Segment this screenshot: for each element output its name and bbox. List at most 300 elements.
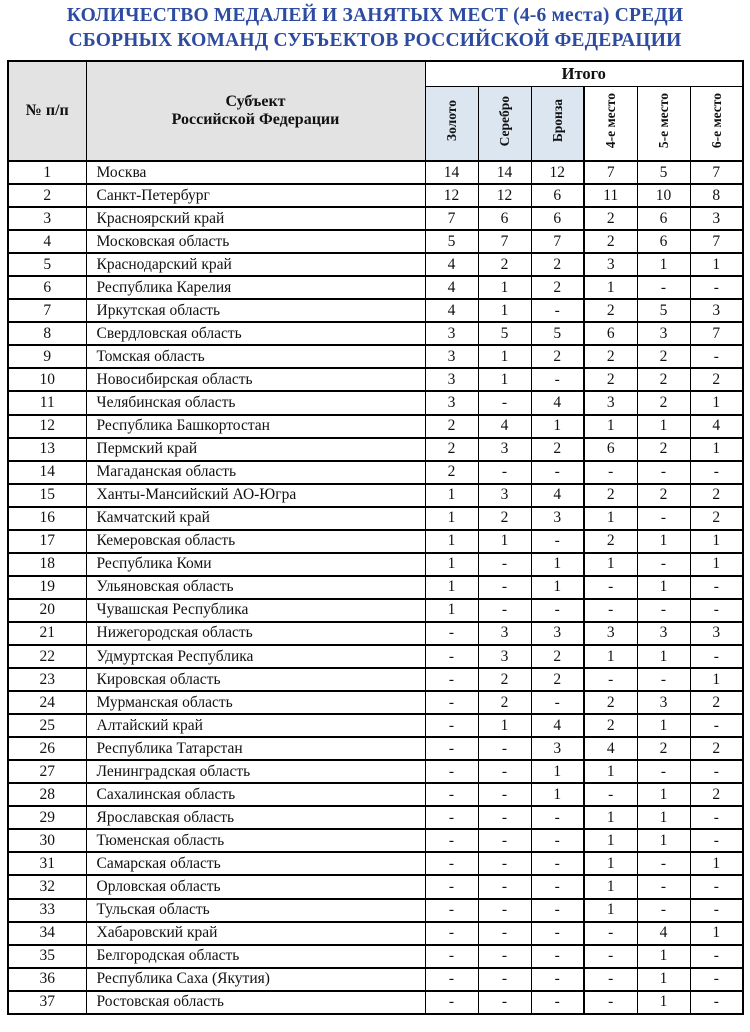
value-cell: 1 xyxy=(584,645,637,668)
header-col-place6 xyxy=(690,87,743,162)
subject-cell: Алтайский край xyxy=(86,714,425,737)
value-cell: 14 xyxy=(478,161,531,184)
value-cell: 7 xyxy=(690,322,743,345)
value-cell: 2 xyxy=(531,276,584,299)
value-cell: 5 xyxy=(478,322,531,345)
value-cell: - xyxy=(637,553,690,576)
table-row xyxy=(8,829,743,852)
value-cell: 7 xyxy=(690,161,743,184)
value-cell: - xyxy=(478,922,531,945)
value-cell: - xyxy=(478,576,531,599)
value-cell: 1 xyxy=(637,783,690,806)
row-number-cell: 5 xyxy=(8,253,86,276)
value-cell: 2 xyxy=(478,507,531,530)
value-cell: 4 xyxy=(531,391,584,414)
value-cell: - xyxy=(584,576,637,599)
value-cell: 4 xyxy=(531,714,584,737)
value-cell: - xyxy=(425,852,478,875)
value-cell: 2 xyxy=(690,737,743,760)
table-row xyxy=(8,737,743,760)
value-cell: - xyxy=(637,760,690,783)
subject-cell: Ульяновская область xyxy=(86,576,425,599)
value-cell: - xyxy=(584,599,637,622)
value-cell: 1 xyxy=(478,530,531,553)
table-row xyxy=(8,968,743,991)
header-col-gold xyxy=(425,87,478,162)
header-col-place4-label: 4-е место xyxy=(603,93,618,149)
value-cell: - xyxy=(531,599,584,622)
value-cell: - xyxy=(637,875,690,898)
value-cell: - xyxy=(690,806,743,829)
subject-cell: Томская область xyxy=(86,345,425,368)
row-number-cell: 33 xyxy=(8,899,86,922)
value-cell: 3 xyxy=(690,622,743,645)
value-cell: - xyxy=(531,829,584,852)
value-cell: 2 xyxy=(637,737,690,760)
value-cell: - xyxy=(690,991,743,1014)
value-cell: 1 xyxy=(637,530,690,553)
subject-cell: Республика Коми xyxy=(86,553,425,576)
value-cell: 6 xyxy=(637,207,690,230)
value-cell: - xyxy=(425,691,478,714)
value-cell: 1 xyxy=(637,991,690,1014)
value-cell: 3 xyxy=(425,345,478,368)
value-cell: 7 xyxy=(425,207,478,230)
value-cell: 1 xyxy=(690,553,743,576)
page-title-line2: СБОРНЫХ КОМАНД СУБЪЕКТОВ РОССИЙСКОЙ ФЕДЕРАЦИИ xyxy=(68,30,682,51)
value-cell: - xyxy=(478,806,531,829)
row-number-cell: 22 xyxy=(8,645,86,668)
value-cell: 2 xyxy=(584,299,637,322)
subject-cell: Московская область xyxy=(86,230,425,253)
value-cell: 1 xyxy=(690,253,743,276)
header-col-bronze-label: Бронза xyxy=(549,99,565,143)
value-cell: 3 xyxy=(584,253,637,276)
value-cell: 2 xyxy=(637,484,690,507)
value-cell: 5 xyxy=(531,322,584,345)
row-number-cell: 12 xyxy=(8,415,86,438)
value-cell: - xyxy=(690,875,743,898)
value-cell: - xyxy=(478,783,531,806)
value-cell: - xyxy=(425,645,478,668)
row-number-cell: 28 xyxy=(8,783,86,806)
page-title xyxy=(0,3,750,53)
value-cell: 12 xyxy=(425,184,478,207)
value-cell: 2 xyxy=(531,345,584,368)
value-cell: 1 xyxy=(425,530,478,553)
value-cell: 3 xyxy=(531,507,584,530)
row-number-cell: 30 xyxy=(8,829,86,852)
subject-cell: Москва xyxy=(86,161,425,184)
subject-cell: Удмуртская Республика xyxy=(86,645,425,668)
value-cell: 12 xyxy=(478,184,531,207)
header-col-place6-label: 6-е место xyxy=(708,93,724,149)
table-row xyxy=(8,345,743,368)
value-cell: 4 xyxy=(425,276,478,299)
value-cell: 2 xyxy=(690,507,743,530)
value-cell: - xyxy=(690,461,743,484)
value-cell: - xyxy=(531,691,584,714)
value-cell: 3 xyxy=(637,322,690,345)
table-row xyxy=(8,922,743,945)
value-cell: 2 xyxy=(478,253,531,276)
value-cell: - xyxy=(425,760,478,783)
row-number-cell: 9 xyxy=(8,345,86,368)
value-cell: 2 xyxy=(584,207,637,230)
value-cell: - xyxy=(425,737,478,760)
table-row xyxy=(8,899,743,922)
value-cell: 2 xyxy=(690,691,743,714)
value-cell: 3 xyxy=(584,391,637,414)
row-number-cell: 32 xyxy=(8,875,86,898)
value-cell: - xyxy=(690,576,743,599)
value-cell: - xyxy=(531,875,584,898)
value-cell: - xyxy=(478,553,531,576)
value-cell: 3 xyxy=(425,368,478,391)
row-number-cell: 35 xyxy=(8,945,86,968)
value-cell: 1 xyxy=(637,415,690,438)
subject-cell: Республика Татарстан xyxy=(86,737,425,760)
subject-cell: Ярославская область xyxy=(86,806,425,829)
table-row xyxy=(8,714,743,737)
value-cell: - xyxy=(425,829,478,852)
row-number-cell: 20 xyxy=(8,599,86,622)
value-cell: - xyxy=(690,945,743,968)
value-cell: 6 xyxy=(478,207,531,230)
value-cell: 1 xyxy=(531,783,584,806)
value-cell: 2 xyxy=(584,714,637,737)
value-cell: 2 xyxy=(690,783,743,806)
subject-cell: Кемеровская область xyxy=(86,530,425,553)
row-number-cell: 8 xyxy=(8,322,86,345)
value-cell: 1 xyxy=(637,714,690,737)
table-row xyxy=(8,322,743,345)
value-cell: - xyxy=(478,737,531,760)
value-cell: - xyxy=(425,991,478,1014)
value-cell: 1 xyxy=(690,391,743,414)
table-row xyxy=(8,945,743,968)
row-number-cell: 21 xyxy=(8,622,86,645)
table-row xyxy=(8,760,743,783)
value-cell: 1 xyxy=(478,368,531,391)
row-number-cell: 25 xyxy=(8,714,86,737)
table-row xyxy=(8,852,743,875)
value-cell: 2 xyxy=(584,691,637,714)
value-cell: - xyxy=(637,507,690,530)
value-cell: 1 xyxy=(531,760,584,783)
value-cell: 10 xyxy=(637,184,690,207)
table-row xyxy=(8,576,743,599)
row-number-cell: 2 xyxy=(8,184,86,207)
value-cell: - xyxy=(690,760,743,783)
header-col-gold-label: Золото xyxy=(443,100,459,142)
subject-cell: Свердловская область xyxy=(86,322,425,345)
header-col-bronze xyxy=(531,87,584,162)
table-row xyxy=(8,415,743,438)
header-subject-line2: Российской Федерации xyxy=(171,111,340,128)
value-cell: 1 xyxy=(425,553,478,576)
value-cell: - xyxy=(690,645,743,668)
value-cell: 3 xyxy=(478,622,531,645)
header-subject-line1: Субъект xyxy=(225,93,286,110)
header-num: № п/п xyxy=(8,61,86,161)
subject-cell: Мурманская область xyxy=(86,691,425,714)
value-cell: 4 xyxy=(425,299,478,322)
value-cell: 3 xyxy=(637,622,690,645)
value-cell: - xyxy=(478,461,531,484)
value-cell: 2 xyxy=(637,368,690,391)
table-row xyxy=(8,553,743,576)
value-cell: - xyxy=(531,899,584,922)
value-cell: 1 xyxy=(637,576,690,599)
value-cell: - xyxy=(531,461,584,484)
value-cell: - xyxy=(531,991,584,1014)
value-cell: - xyxy=(584,783,637,806)
value-cell: 2 xyxy=(425,438,478,461)
value-cell: 1 xyxy=(425,484,478,507)
value-cell: 1 xyxy=(637,806,690,829)
value-cell: 3 xyxy=(425,391,478,414)
table-row xyxy=(8,991,743,1014)
row-number-cell: 36 xyxy=(8,968,86,991)
value-cell: 4 xyxy=(531,484,584,507)
subject-cell: Кировская область xyxy=(86,668,425,691)
value-cell: 3 xyxy=(478,484,531,507)
value-cell: - xyxy=(637,276,690,299)
row-number-cell: 13 xyxy=(8,438,86,461)
table-row xyxy=(8,645,743,668)
value-cell: - xyxy=(478,391,531,414)
table-row xyxy=(8,184,743,207)
value-cell: 2 xyxy=(425,415,478,438)
table-row xyxy=(8,783,743,806)
row-number-cell: 31 xyxy=(8,852,86,875)
subject-cell: Ростовская область xyxy=(86,991,425,1014)
value-cell: 1 xyxy=(478,345,531,368)
value-cell: - xyxy=(425,783,478,806)
table-row xyxy=(8,530,743,553)
table-row xyxy=(8,484,743,507)
row-number-cell: 16 xyxy=(8,507,86,530)
subject-cell: Санкт-Петербург xyxy=(86,184,425,207)
value-cell: - xyxy=(690,599,743,622)
value-cell: 1 xyxy=(690,852,743,875)
subject-cell: Самарская область xyxy=(86,852,425,875)
value-cell: - xyxy=(637,852,690,875)
value-cell: - xyxy=(531,852,584,875)
value-cell: 1 xyxy=(637,968,690,991)
value-cell: - xyxy=(425,875,478,898)
subject-cell: Республика Карелия xyxy=(86,276,425,299)
value-cell: 1 xyxy=(478,714,531,737)
subject-cell: Новосибирская область xyxy=(86,368,425,391)
value-cell: - xyxy=(584,668,637,691)
value-cell: 6 xyxy=(584,438,637,461)
value-cell: 1 xyxy=(584,806,637,829)
value-cell: - xyxy=(690,276,743,299)
table-row xyxy=(8,276,743,299)
value-cell: - xyxy=(425,922,478,945)
row-number-cell: 15 xyxy=(8,484,86,507)
row-number-cell: 34 xyxy=(8,922,86,945)
subject-cell: Орловская область xyxy=(86,875,425,898)
value-cell: 5 xyxy=(425,230,478,253)
value-cell: - xyxy=(637,461,690,484)
table-row xyxy=(8,438,743,461)
subject-cell: Нижегородская область xyxy=(86,622,425,645)
value-cell: 1 xyxy=(425,599,478,622)
value-cell: 7 xyxy=(531,230,584,253)
value-cell: - xyxy=(690,714,743,737)
value-cell: 2 xyxy=(478,668,531,691)
value-cell: - xyxy=(531,530,584,553)
table-row xyxy=(8,230,743,253)
value-cell: 2 xyxy=(531,438,584,461)
value-cell: - xyxy=(584,922,637,945)
medals-table xyxy=(7,60,744,1015)
value-cell: 4 xyxy=(584,737,637,760)
value-cell: - xyxy=(478,852,531,875)
value-cell: 2 xyxy=(584,484,637,507)
row-number-cell: 1 xyxy=(8,161,86,184)
table-row xyxy=(8,461,743,484)
table-row xyxy=(8,622,743,645)
row-number-cell: 17 xyxy=(8,530,86,553)
row-number-cell: 10 xyxy=(8,368,86,391)
value-cell: - xyxy=(690,829,743,852)
value-cell: 1 xyxy=(584,507,637,530)
value-cell: - xyxy=(531,299,584,322)
value-cell: 2 xyxy=(584,368,637,391)
value-cell: 1 xyxy=(637,945,690,968)
value-cell: 2 xyxy=(584,530,637,553)
value-cell: - xyxy=(425,945,478,968)
value-cell: 3 xyxy=(478,645,531,668)
value-cell: 1 xyxy=(584,760,637,783)
value-cell: 1 xyxy=(478,276,531,299)
value-cell: 6 xyxy=(531,184,584,207)
table-row xyxy=(8,507,743,530)
value-cell: - xyxy=(425,968,478,991)
table-row xyxy=(8,161,743,184)
row-number-cell: 27 xyxy=(8,760,86,783)
value-cell: - xyxy=(690,345,743,368)
table-row xyxy=(8,668,743,691)
value-cell: - xyxy=(690,899,743,922)
value-cell: 2 xyxy=(425,461,478,484)
header-col-place5-label: 5-е место xyxy=(655,93,671,149)
page-title-line1: КОЛИЧЕСТВО МЕДАЛЕЙ И ЗАНЯТЫХ МЕСТ (4-6 места) СРЕДИ xyxy=(66,5,684,26)
value-cell: 1 xyxy=(531,576,584,599)
value-cell: - xyxy=(531,922,584,945)
value-cell: 2 xyxy=(531,668,584,691)
value-cell: 1 xyxy=(584,415,637,438)
subject-cell: Камчатский край xyxy=(86,507,425,530)
value-cell: 5 xyxy=(637,299,690,322)
value-cell: - xyxy=(584,461,637,484)
value-cell: 1 xyxy=(584,276,637,299)
value-cell: 1 xyxy=(425,576,478,599)
value-cell: 1 xyxy=(478,299,531,322)
subject-cell: Сахалинская область xyxy=(86,783,425,806)
value-cell: - xyxy=(478,968,531,991)
value-cell: 8 xyxy=(690,184,743,207)
table-row xyxy=(8,391,743,414)
value-cell: 1 xyxy=(584,875,637,898)
table-row xyxy=(8,253,743,276)
value-cell: 2 xyxy=(478,691,531,714)
value-cell: 1 xyxy=(690,530,743,553)
value-cell: 3 xyxy=(690,299,743,322)
value-cell: 3 xyxy=(690,207,743,230)
value-cell: - xyxy=(478,599,531,622)
value-cell: - xyxy=(637,668,690,691)
row-number-cell: 26 xyxy=(8,737,86,760)
value-cell: - xyxy=(478,829,531,852)
subject-cell: Республика Саха (Якутия) xyxy=(86,968,425,991)
table-row xyxy=(8,599,743,622)
row-number-cell: 3 xyxy=(8,207,86,230)
value-cell: 1 xyxy=(690,922,743,945)
row-number-cell: 29 xyxy=(8,806,86,829)
value-cell: 2 xyxy=(690,484,743,507)
value-cell: 1 xyxy=(425,507,478,530)
value-cell: - xyxy=(584,945,637,968)
value-cell: 2 xyxy=(637,391,690,414)
subject-cell: Челябинская область xyxy=(86,391,425,414)
value-cell: 6 xyxy=(584,322,637,345)
subject-cell: Республика Башкортостан xyxy=(86,415,425,438)
value-cell: 6 xyxy=(637,230,690,253)
table-body xyxy=(8,161,743,1014)
value-cell: - xyxy=(690,968,743,991)
value-cell: 12 xyxy=(531,161,584,184)
table-row xyxy=(8,368,743,391)
row-number-cell: 37 xyxy=(8,991,86,1014)
value-cell: 4 xyxy=(478,415,531,438)
value-cell: 7 xyxy=(478,230,531,253)
value-cell: 2 xyxy=(584,230,637,253)
subject-cell: Хабаровский край xyxy=(86,922,425,945)
row-number-cell: 18 xyxy=(8,553,86,576)
value-cell: 1 xyxy=(584,829,637,852)
value-cell: - xyxy=(478,875,531,898)
value-cell: - xyxy=(425,899,478,922)
value-cell: - xyxy=(425,714,478,737)
value-cell: 2 xyxy=(531,645,584,668)
value-cell: 4 xyxy=(690,415,743,438)
value-cell: 1 xyxy=(531,553,584,576)
value-cell: 3 xyxy=(584,622,637,645)
value-cell: 2 xyxy=(637,345,690,368)
row-number-cell: 14 xyxy=(8,461,86,484)
subject-cell: Иркутская область xyxy=(86,299,425,322)
subject-cell: Красноярский край xyxy=(86,207,425,230)
row-number-cell: 23 xyxy=(8,668,86,691)
value-cell: 3 xyxy=(425,322,478,345)
row-number-cell: 7 xyxy=(8,299,86,322)
value-cell: 4 xyxy=(425,253,478,276)
value-cell: 1 xyxy=(637,829,690,852)
value-cell: - xyxy=(637,599,690,622)
value-cell: - xyxy=(531,945,584,968)
table-row xyxy=(8,806,743,829)
value-cell: - xyxy=(584,968,637,991)
subject-cell: Краснодарский край xyxy=(86,253,425,276)
table-row xyxy=(8,691,743,714)
value-cell: 1 xyxy=(690,668,743,691)
value-cell: 7 xyxy=(584,161,637,184)
